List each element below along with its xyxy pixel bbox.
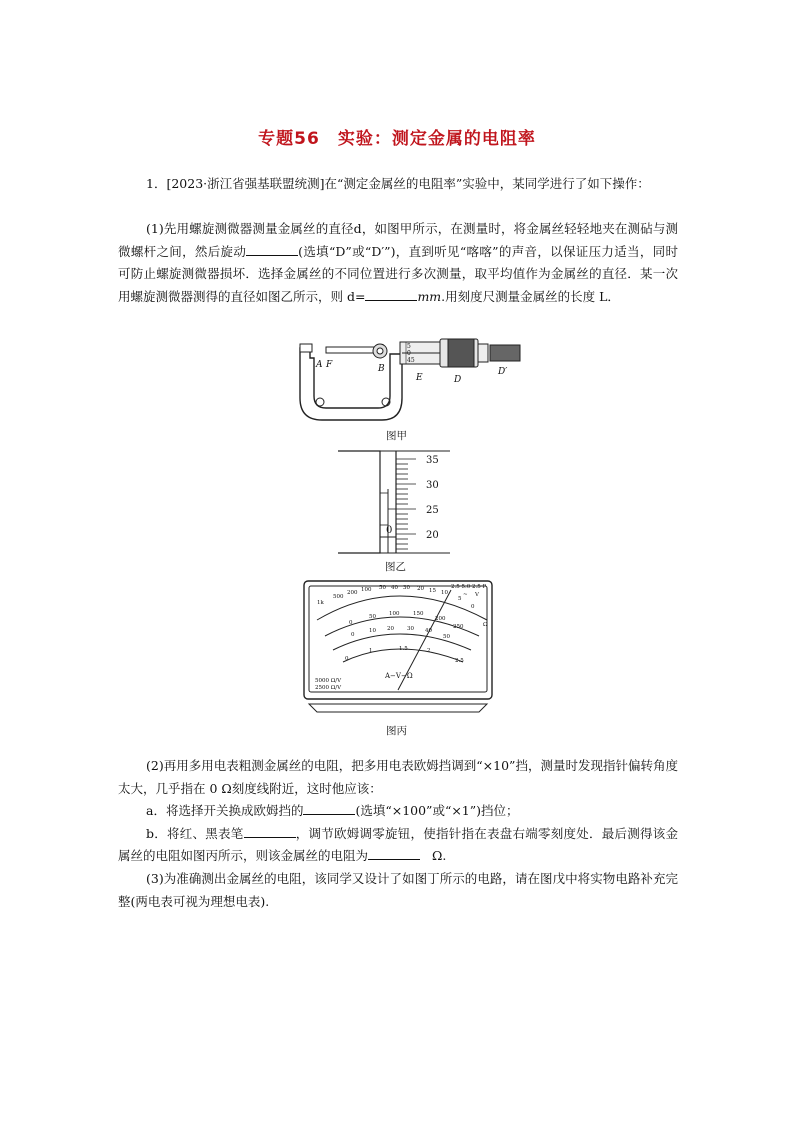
caption-bing: 图丙 [386, 725, 407, 737]
dc-200: 200 [435, 616, 446, 622]
tick-35: 35 [426, 455, 439, 466]
figure-bing-multimeter [303, 580, 493, 718]
label-F: F [326, 360, 333, 370]
label-B: B [378, 364, 385, 374]
low-1-5: 1.5 [399, 646, 408, 652]
low-2: 2 [427, 648, 431, 654]
ohm-40: 40 [391, 585, 398, 591]
dc-250: 250 [453, 624, 464, 630]
low-0: 0 [345, 656, 349, 662]
ohm-20: 20 [417, 586, 424, 592]
dial-top-right: 2.5 5.0 2.5 P [451, 584, 487, 590]
low-2-5: 2.5 [455, 658, 464, 664]
answer-blank-diameter[interactable] [365, 286, 417, 301]
ohm-50: 50 [379, 585, 386, 591]
ac-50: 50 [443, 634, 450, 640]
part2b-text-2: ，调节欧姆调零旋钮，使指针指在表盘右端零刻度处．最后测得该金属丝的电阻如图丙所示，则该金属丝的电阻为 [118, 825, 678, 864]
question-1-part-1 [118, 218, 678, 308]
label-D: D [454, 375, 462, 385]
dc-150: 150 [413, 611, 424, 617]
ac-40: 40 [425, 628, 432, 634]
answer-blank-resistance[interactable] [368, 845, 420, 860]
ohm-15: 15 [429, 588, 436, 594]
ac-tilde: ~ [463, 592, 468, 598]
part2a-text-1: a．将选择开关换成欧姆挡的 [146, 803, 304, 819]
ohm-10: 10 [441, 590, 448, 596]
dial-center-label: A−V−Ω [385, 672, 413, 680]
ohm-30: 30 [403, 585, 410, 591]
sleeve-45: 45 [407, 357, 415, 364]
ac-10: 10 [369, 628, 376, 634]
intro-text: 1．[2023·浙江省强基联盟统测]在“测定金属丝的电阻率”实验中，某同学进行了如下操作： [146, 176, 650, 191]
part1-text-a: (1)先用螺旋测微器测量金属丝的直径d，如图甲所示，在测量时，将金属丝轻轻地夹在测砧与测微螺杆之间，然后旋动 [118, 221, 678, 259]
sleeve-0: 0 [407, 350, 411, 357]
ohm-100: 100 [361, 587, 372, 593]
low-1: 1 [369, 648, 373, 654]
figure-jia-micrometer [290, 336, 530, 424]
tick-25: 25 [426, 505, 439, 516]
question-1-part-2 [118, 755, 678, 913]
part2-text: (2)再用多用电表粗测金属丝的电阻，把多用电表欧姆挡调到“×10”挡，测量时发现指针偏转角度太大，几乎指在 0 Ω刻度线附近，这时他应该： [118, 758, 678, 796]
part3-text: (3)为准确测出金属丝的电阻，该同学又设计了如图丁所示的电路，请在图戊中将实物电路补充完整(两电表可视为理想电表). [118, 870, 678, 909]
answer-blank-range[interactable] [303, 800, 355, 815]
caption-jia: 图甲 [386, 430, 407, 442]
part1-text-c: .用刻度尺测量金属丝的长度 L． [441, 288, 620, 304]
sleeve-5: 5 [407, 343, 411, 350]
answer-blank-leads[interactable] [244, 823, 296, 838]
label-A: A [316, 360, 323, 370]
question-1-intro [118, 173, 678, 196]
dc-50: 50 [369, 614, 376, 620]
part1-text-b: (选填“D”或“D′”)，直到听见“喀喀”的声音，以保证压力适当，同时可防止螺旋测微器损坏．选择金属丝的不同位置进行多次测量，取平均值作为金属丝的直径．某一次用螺旋测微器测得的直径如图乙所示，则 d= [118, 243, 678, 304]
answer-blank-knob[interactable] [246, 241, 298, 256]
label-E: E [416, 373, 423, 383]
ohm-symbol: Ω [483, 622, 488, 628]
page-title: 专题56 实验：测定金属的电阻率 [258, 129, 536, 149]
dc-100: 100 [389, 611, 400, 617]
unit-mm: mm [417, 288, 442, 304]
ohm-1k: 1k [317, 600, 324, 606]
ohm-5: 5 [458, 596, 462, 602]
part2b-text-3: Ω. [432, 848, 447, 864]
ohm-0: 0 [471, 604, 475, 610]
part2a-text-2: (选填“×100”或“×1”)挡位； [355, 803, 519, 819]
dc-0: 0 [349, 620, 353, 626]
part2b-text-1: b．将红、黑表笔 [146, 825, 244, 841]
ohm-200: 200 [347, 590, 358, 596]
sensitivity-dc: 5000 Ω/V [315, 678, 342, 684]
ac-30: 30 [407, 626, 414, 632]
figure-yi-reading [338, 449, 450, 555]
ac-0: 0 [351, 632, 355, 638]
ohm-500: 500 [333, 594, 344, 600]
sensitivity-ac: 2500 Ω/V [315, 685, 342, 691]
volt-symbol: V [475, 592, 479, 598]
ac-20: 20 [387, 626, 394, 632]
caption-yi: 图乙 [385, 561, 406, 573]
sleeve-zero: 0 [386, 525, 393, 536]
tick-30: 30 [426, 480, 439, 491]
label-D-prime: D′ [498, 367, 508, 377]
tick-20: 20 [426, 530, 439, 541]
